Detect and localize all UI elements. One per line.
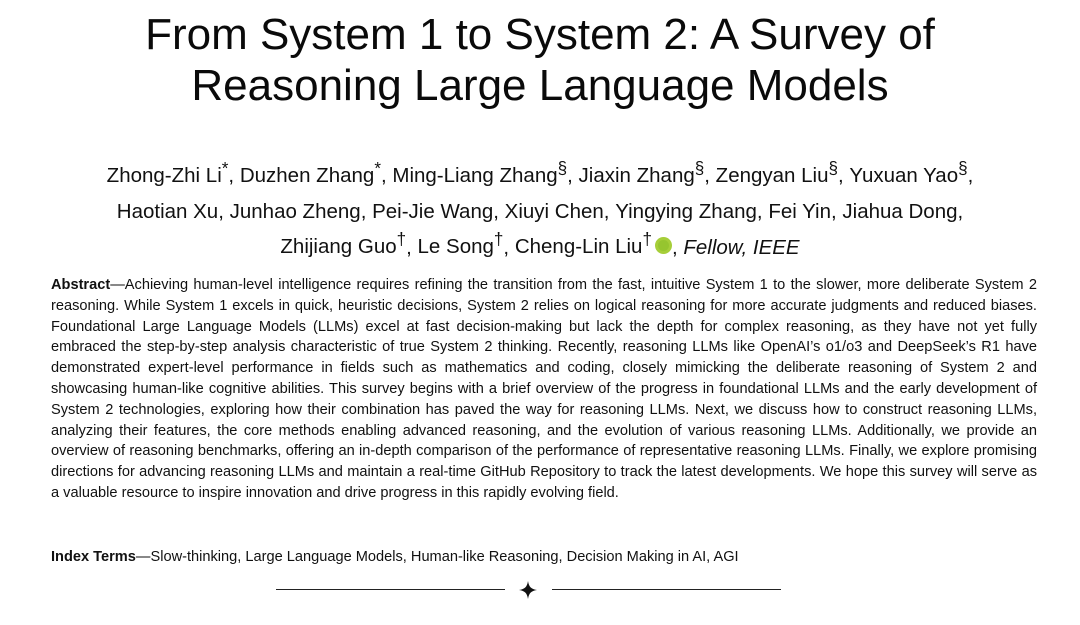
four-point-star-icon: [518, 580, 538, 600]
author: Junhao Zheng: [229, 199, 361, 223]
author: Zhijiang Guo†: [280, 230, 407, 259]
divider-line-left: [276, 589, 505, 590]
orcid-icon[interactable]: [655, 237, 672, 254]
author: Yingying Zhang: [615, 199, 757, 223]
author-line-1: Zhong-Zhi Li*, Duzhen Zhang*, Ming-Liang Zhang§, Jiaxin Zhang§, Zengyan Liu§, Yuxuan Yao§,: [106, 159, 974, 187]
divider-line-right: [552, 589, 781, 590]
author: Jiaxin Zhang§: [578, 159, 705, 187]
author: Le Song†: [417, 230, 504, 259]
author: Xiuyi Chen: [504, 199, 604, 223]
index-terms-label: Index Terms: [51, 549, 136, 565]
author: Fei Yin: [768, 199, 831, 223]
abstract: [51, 275, 1037, 504]
author: Duzhen Zhang*: [239, 159, 381, 187]
section-divider: [276, 578, 781, 602]
author: Cheng-Lin Liu†: [514, 230, 652, 259]
author: Pei-Jie Wang: [372, 199, 494, 223]
index-terms: [51, 547, 1037, 568]
author: Haotian Xu: [116, 199, 219, 223]
fellow-designation: Fellow, IEEE: [683, 235, 800, 259]
abstract-text: —Achieving human-level intelligence requires refining the transition from the fast, intuitive System 1 to the slower, more deliberate System 2 reasoning. While System 1 excels in quick, heuristic decisions, System 2 relies on logical reasoning for more accurate judgments and reduced biases. Foundational Large Language Models (LLMs) excel at fast decision-making but lack the depth for complex reasoning, as they have not yet fully embraced the step-by-step analysis characteristic of true System 2 thinking. Recently, reasoning LLMs like OpenAI’s o1/o3 and DeepSeek’s R1 have demonstrated expert-level performance in fields such as mathematics and coding, closely mimicking the deliberate reasoning of System 2 and showcasing human-like cognitive abilities. This survey begins with a brief overview of the progress in foundational LLMs and the early development of System 2 technologies, exploring how their combination has paved the way for reasoning LLMs. Next, we discuss how to construct reasoning LLMs, analyzing their features, the core methods enabling advanced reasoning, and the evolution of various reasoning LLMs. Additionally, we provide an overview of reasoning benchmarks, offering an in-depth comparison of the performance of representative reasoning LLMs. Finally, we explore promising directions for advancing reasoning LLMs and maintain a real-time GitHub Repository to track the latest developments. We hope this survey will serve as a valuable resource to inspire innovation and drive progress in this rapidly evolving field.: [51, 277, 1037, 501]
author-line-2: Haotian Xu, Junhao Zheng, Pei-Jie Wang, Xiuyi Chen, Yingying Zhang, Fei Yin, Jiahua Dong,: [116, 199, 964, 223]
author-line-3: Zhijiang Guo†, Le Song†, Cheng-Lin Liu† , Fellow, IEEE: [280, 230, 800, 259]
title-line-1: From System 1 to System 2: A Survey of: [145, 10, 935, 59]
abstract-label: Abstract: [51, 277, 111, 293]
author-list: [20, 154, 1060, 261]
paper-title: [0, 9, 1080, 111]
author: Jiahua Dong: [842, 199, 958, 223]
author: Ming-Liang Zhang§: [392, 159, 568, 187]
author: Yuxuan Yao§: [849, 159, 968, 187]
author: Zengyan Liu§: [715, 159, 839, 187]
index-terms-text: —Slow-thinking, Large Language Models, Human-like Reasoning, Decision Making in AI, AGI: [135, 549, 739, 565]
author: Zhong-Zhi Li*: [106, 159, 229, 187]
title-line-2: Reasoning Large Language Models: [191, 61, 889, 110]
